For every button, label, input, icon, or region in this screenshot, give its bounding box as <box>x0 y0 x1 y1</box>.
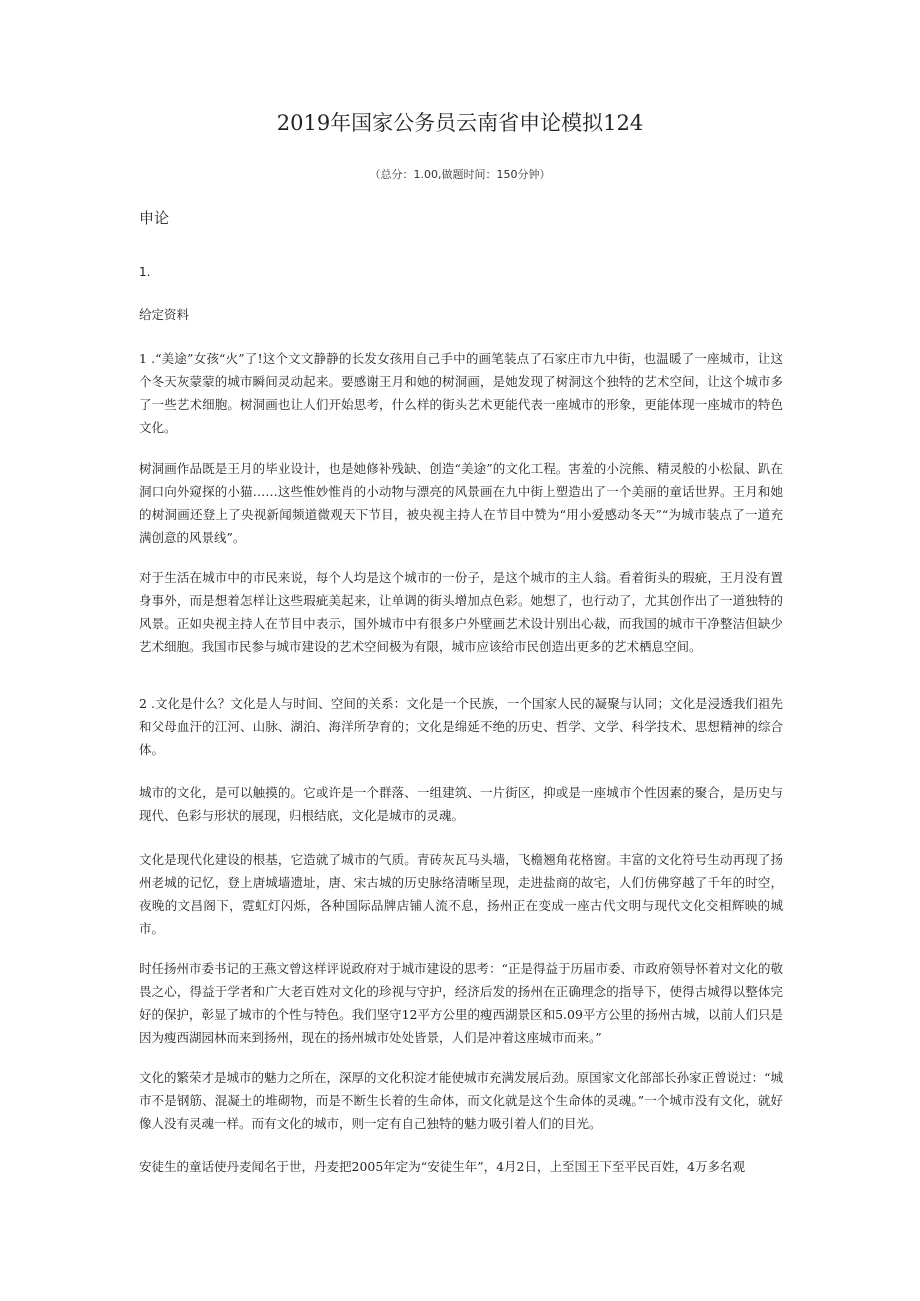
exam-meta: （总分：1.00,做题时间：150分钟） <box>369 168 551 181</box>
paragraph: 安徒生的童话使丹麦闻名于世，丹麦把2005年定为“安徒生年”，4月2日，上至国王下至平民百姓，4万多名观 <box>139 1159 745 1174</box>
section-heading: 申论 <box>139 209 170 227</box>
material-label: 给定资料 <box>139 307 190 322</box>
paragraph: 树洞画作品既是王月的毕业设计，也是她修补残缺、创造“美途”的文化工程。害羞的小浣熊、精灵般的小松鼠、趴在洞口向外窥探的小猫……这些惟妙惟肖的小动物与漂亮的风景画在九中街上塑造出了一个美丽的童话世界。王月和她的树洞画还登上了央视新闻频道微观天下节目，被央视主持人在节目中赞为“用小爱感动冬天”“为城市装点了一道充满创意的风景线”。 <box>139 461 783 545</box>
paragraph: 文化的繁荣才是城市的魅力之所在，深厚的文化积淀才能使城市充满发展后劲。原国家文化部部长孙家正曾说过：“城市不是钢筋、混凝土的堆砌物，而是不断生长着的生命体，而文化就是这个生命体的灵魂。”一个城市没有文化，就好像人没有灵魂一样。而有文化的城市，则一定有自己独特的魅力吸引着人们的目光。 <box>139 1070 783 1131</box>
paragraph: 城市的文化，是可以触摸的。它或许是一个群落、一组建筑、一片街区，抑或是一座城市个性因素的聚合，是历史与现代、色彩与形状的展现，归根结底，文化是城市的灵魂。 <box>139 785 783 823</box>
document-title: 2019年国家公务员云南省申论模拟124 <box>276 111 644 135</box>
paragraph: 文化是现代化建设的根基，它造就了城市的气质。青砖灰瓦马头墙，飞檐翘角花格窗。丰富的文化符号生动再现了扬州老城的记忆，登上唐城墙遗址，唐、宋古城的历史脉络清晰呈现，走进盐商的故宅，人们仿佛穿越了千年的时空，夜晚的文昌阁下，霓虹灯闪烁，各种国际品牌店铺人流不息，扬州正在变成一座古代文明与现代文化交相辉映的城市。 <box>139 852 783 936</box>
paragraph: 1 .“美途”女孩“火”了!这个文文静静的长发女孩用自己手中的画笔装点了石家庄市九中街，也温暖了一座城市，让这个冬天灰蒙蒙的城市瞬间灵动起来。要感谢王月和她的树洞画，是她发现了树洞这个独特的艺术空间，让这个城市多了一些艺术细胞。树洞画也让人们开始思考，什么样的街头艺术更能代表一座城市的形象，更能体现一座城市的特色文化。 <box>139 351 783 435</box>
paragraph: 2 .文化是什么？文化是人与时间、空间的关系：文化是一个民族，一个国家人民的凝聚与认同；文化是浸透我们祖先和父母血汗的江河、山脉、湖泊、海洋所孕育的；文化是绵延不绝的历史、哲学、文学、科学技术、思想精神的综合体。 <box>139 696 783 757</box>
paragraph: 对于生活在城市中的市民来说，每个人均是这个城市的一份子，是这个城市的主人翁。看着街头的瑕疵，王月没有置身事外，而是想着怎样让这些瑕疵美起来，让单调的街头增加点色彩。她想了，也行动了，尤其创作出了一道独特的风景。正如央视主持人在节目中表示，国外城市中有很多户外壁画艺术设计别出心裁，而我国的城市干净整洁但缺少艺术细胞。我国市民参与城市建设的艺术空间极为有限，城市应该给市民创造出更多的艺术栖息空间。 <box>139 570 783 654</box>
paragraph: 时任扬州市委书记的王燕文曾这样评说政府对于城市建设的思考：“正是得益于历届市委、市政府领导怀着对文化的敬畏之心，得益于学者和广大老百姓对文化的珍视与守护，经济后发的扬州在正确理念的指导下，使得古城得以整体完好的保护，彰显了城市的个性与特色。我们坚守12平方公里的瘦西湖景区和5.09平方公里的扬州古城，以前人们只是因为瘦西湖园林而来到扬州，现在的扬州城市处处皆景，人们是冲着这座城市而来。” <box>139 961 783 1045</box>
question-number: 1. <box>139 265 151 279</box>
